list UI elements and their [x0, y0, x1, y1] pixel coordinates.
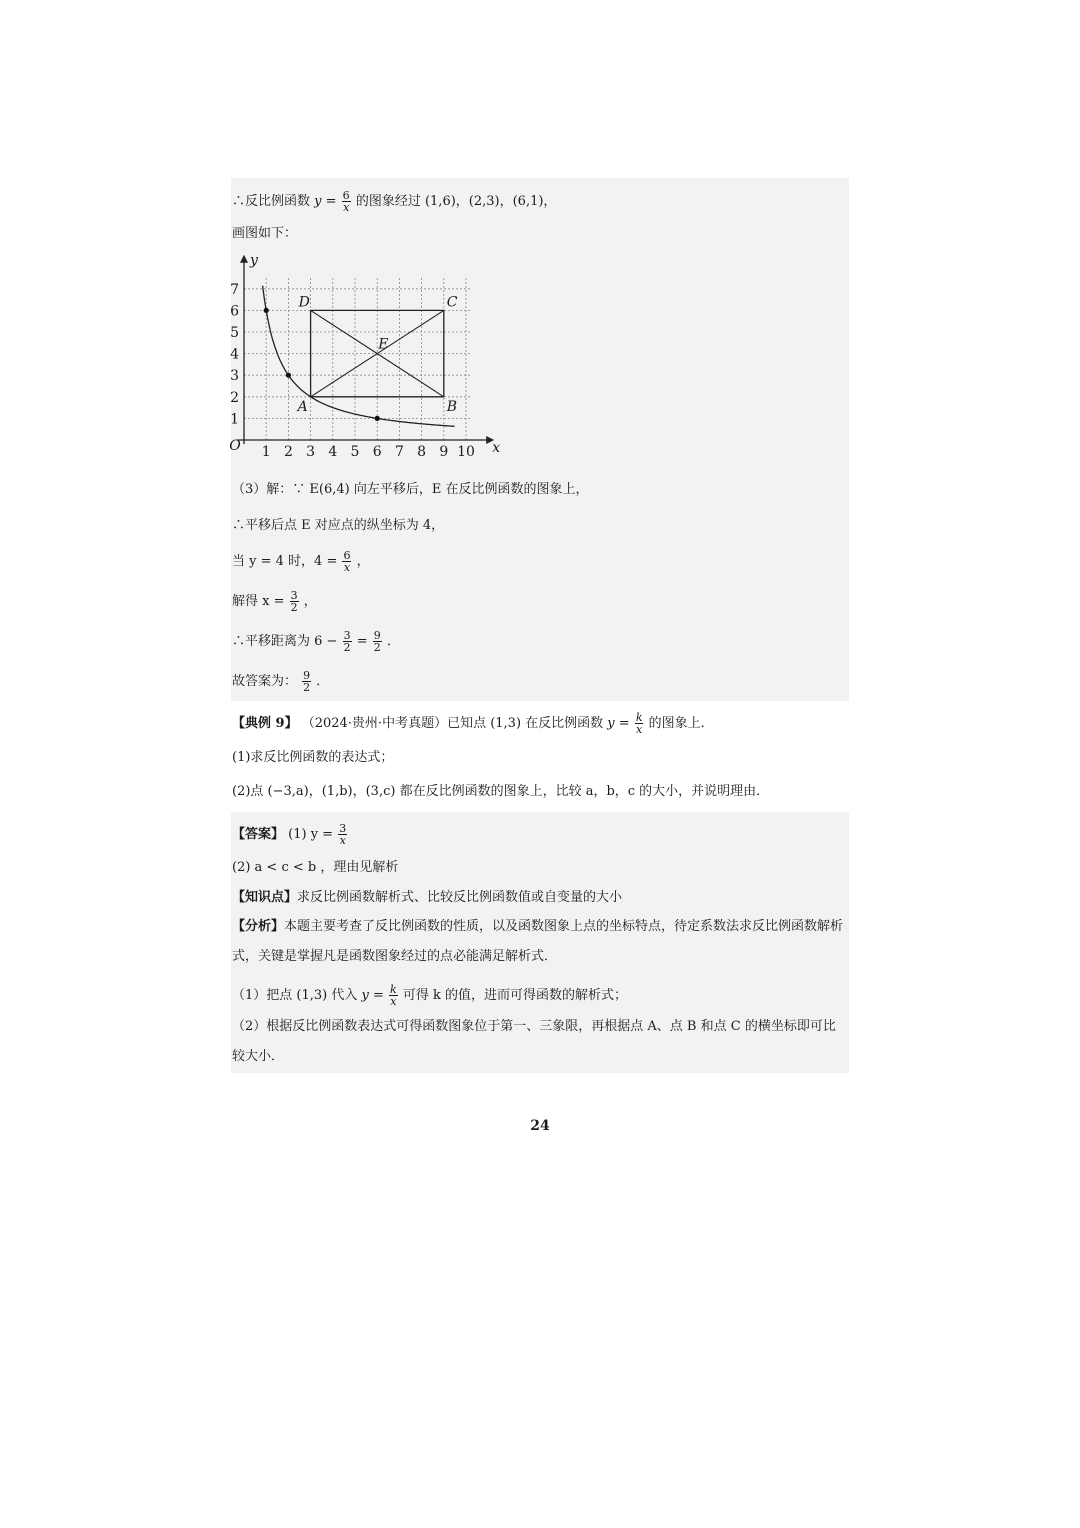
tick-labels: [229, 253, 500, 460]
fraction-3-over-x: $\frac{3}{x}$: [339, 822, 347, 847]
fraction-6-over-x: $\frac{6}{x}$: [342, 189, 350, 214]
curve-y-6-over-x: [263, 286, 458, 427]
point-6-1: [375, 416, 380, 421]
x-tick-label-9: 9: [439, 444, 449, 460]
page-number: 24: [530, 1118, 550, 1134]
x-tick-label-8: 8: [417, 444, 427, 460]
x-tick-label-2: 2: [283, 444, 293, 460]
fraction-3-over-2: $\frac{3}{2}$: [290, 589, 298, 614]
fraction-3-over-2-b: $\frac{3}{2}$: [343, 629, 351, 654]
knowledge-point-line: 【知识点】求反比例函数解析式、比较反比例函数值或自变量的大小: [232, 890, 623, 905]
y-tick-label-6: 6: [230, 303, 239, 320]
text-line-part3-5: ∴平移距离为 6 − $\frac{3}{2}$ = $\frac{9}{2}$ ．: [232, 629, 400, 654]
text-line-part3-2: ∴平移后点 E 对应点的纵坐标为 4，: [232, 518, 445, 533]
text-line-part3-3: 当 y = 4 时，4 = $\frac{6}{x}$ ，: [232, 549, 370, 574]
example-9-question-1: (1)求反比例函数的表达式；: [232, 750, 394, 765]
origin-label: O: [229, 438, 241, 454]
grid-lines: [244, 278, 470, 440]
analysis-paragraph: 【分析】本题主要考查了反比例函数的性质，以及函数图象上点的坐标特点，待定系数法求反比例函数解析式，关键是掌握凡是函数图象经过的点必能满足解析式．: [232, 919, 844, 964]
point-label-D: D: [298, 294, 310, 311]
y-axis-arrow: [240, 255, 248, 263]
curve-points: [264, 308, 380, 421]
fraction-6-over-x-b: $\frac{6}{x}$: [343, 549, 351, 574]
fraction-k-over-x-b: $\frac{k}{x}$: [390, 983, 397, 1008]
x-axis-label: x: [492, 440, 501, 456]
x-tick-label-3: 3: [306, 444, 316, 460]
x-tick-label-6: 6: [372, 444, 382, 460]
text-line-part3-1: （3）解：∵ E(6,4) 向左平移后，E 在反比例函数的图象上，: [232, 482, 589, 497]
text-line-draw-graph: 画图如下：: [232, 226, 298, 241]
x-tick-label-1: 1: [261, 444, 271, 460]
point-1-6: [264, 308, 269, 313]
point-2-3: [286, 373, 291, 378]
example-9-question-2: (2)点 (−3,a)，(1,b)，(3,c) 都在反比例函数的图象上，比较 a，b，c 的大小，并说明理由．: [232, 784, 770, 799]
x-tick-label-4: 4: [328, 444, 338, 460]
y-tick-label-5: 5: [230, 325, 239, 341]
text-line-part3-6: 故答案为： $\frac{9}{2}$ ．: [232, 669, 330, 694]
fraction-k-over-x: $\frac{k}{x}$: [635, 711, 643, 736]
y-tick-label-7: 7: [230, 281, 239, 298]
y-tick-label-4: 4: [230, 346, 239, 363]
y-tick-label-3: 3: [230, 368, 239, 385]
point-label-E: E: [378, 336, 389, 353]
example-9-statement: 【典例 9】 （2024·贵州·中考真题）已知点 (1,3) 在反比例函数 y = $\frac{k}{x}$ 的图象上．: [232, 711, 714, 736]
y-axis-label: y: [250, 252, 258, 269]
answer-line-1: 【答案】 (1) y = $\frac{3}{x}$: [232, 822, 347, 847]
text-line-function-points: ∴反比例函数 y = $\frac{6}{x}$ 的图象经过 (1,6)，(2,3)，(6,1)，: [232, 189, 557, 214]
x-tick-label-5: 5: [350, 444, 360, 460]
analysis-step-2: （2）根据反比例函数表达式可得函数图象位于第一、三象限，再根据点 A、点 B 和点 C 的横坐标即可比较大小．: [232, 1019, 836, 1064]
text-line-part3-4: 解得 x = $\frac{3}{2}$ ，: [232, 589, 317, 614]
reciprocal-function-graph: [226, 252, 501, 464]
y-tick-label-1: 1: [230, 411, 239, 428]
answer-line-2: (2) a < c < b ，理由见解析: [232, 860, 399, 875]
point-label-C: C: [446, 294, 458, 311]
point-label-A: A: [297, 398, 308, 415]
y-tick-label-2: 2: [230, 389, 239, 406]
fraction-9-over-2-b: $\frac{9}{2}$: [303, 669, 311, 694]
point-label-B: B: [446, 398, 458, 415]
x-tick-label-10: 10: [457, 444, 475, 460]
x-tick-label-7: 7: [394, 444, 404, 460]
fraction-9-over-2: $\frac{9}{2}$: [373, 629, 381, 654]
analysis-step-1: （1）把点 (1,3) 代入 y = $\frac{k}{x}$ 可得 k 的值，进而可得函数的解析式；: [232, 983, 627, 1008]
